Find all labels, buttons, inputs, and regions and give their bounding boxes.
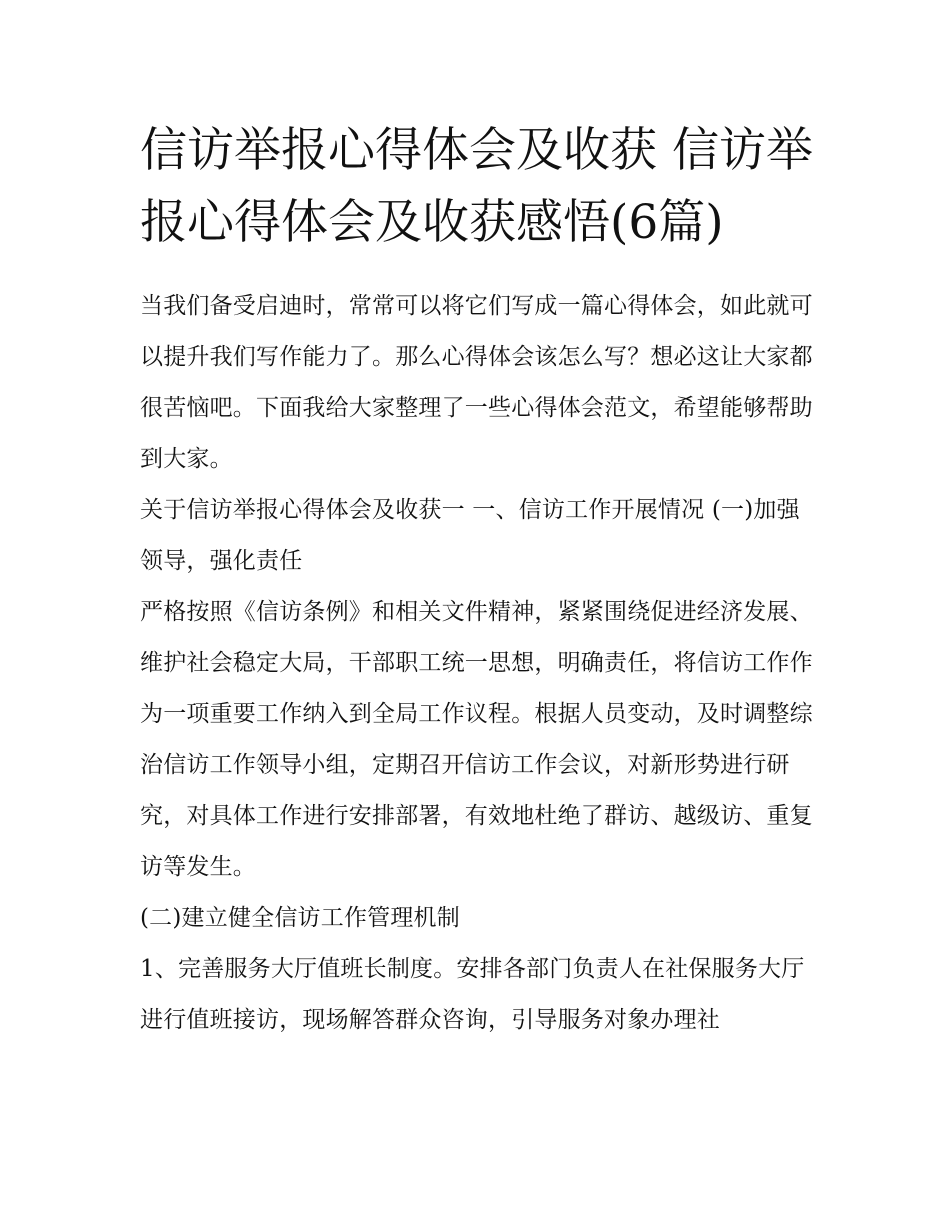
paragraph-subheading: (二)建立健全信访工作管理机制 [140,905,460,931]
paragraph-intro: 当我们备受启迪时，常常可以将它们写成一篇心得体会，如此就可以提升我们写作能力了。那么心得体会该怎么写？想必这让大家都很苦恼吧。下面我给大家整理了一些心得体会范文，希望能够帮助到大家。 [140,293,813,472]
paragraph-item-1: 1、完善服务大厅值班长制度。安排各部门负责人在社保服务大厅进行值班接访，现场解答群众咨询，引导服务对象办理社 [140,956,805,1033]
paragraph-body: 严格按照《信访条例》和相关文件精神，紧紧围绕促进经济发展、维护社会稳定大局，干部职工统一思想，明确责任，将信访工作作为一项重要工作纳入到全局工作议程。根据人员变动，及时调整综治信访工作领导小组，定期召开信访工作会议，对新形势进行研究，对具体工作进行安排部署，有效地杜绝了群访、越级访、重复访等发生。 [140,599,813,880]
document-title: 信访举报心得体会及收获 信访举报心得体会及收获感悟(6篇) [140,123,813,250]
paragraph-section-heading: 关于信访举报心得体会及收获一 一、信访工作开展情况 (一)加强领导，强化责任 [140,497,800,574]
document-body [140,115,820,1046]
